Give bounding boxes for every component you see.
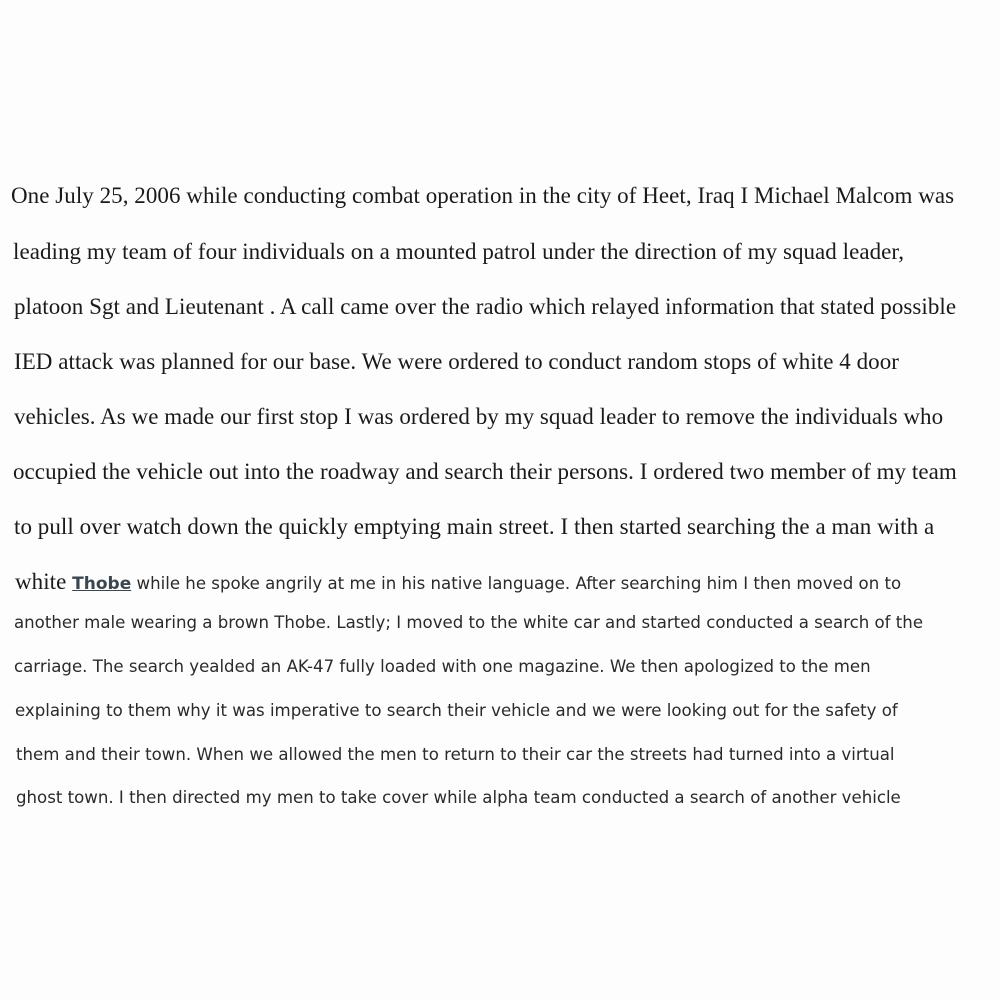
- text-line-9: another male wearing a brown Thobe. Lastly; I moved to the white car and started conducted a search of the: [14, 613, 924, 632]
- text-line-12: them and their town. When we allowed the men to return to their car the streets had turned into a virtual: [16, 745, 895, 764]
- text-line-5: vehicles. As we made our first stop I was ordered by my squad leader to remove the individuals who: [14, 404, 944, 429]
- text-line-1: One July 25, 2006 while conducting combat operation in the city of Heet, Iraq I Michael Malcom was: [11, 183, 955, 208]
- text-line-8-prefix: white: [15, 569, 73, 594]
- text-line-2: leading my team of four individuals on a mounted patrol under the direction of my squad leader,: [13, 239, 905, 264]
- text-line-8-suffix: while he spoke angrily at me in his native language. After searching him I then moved on to: [131, 574, 902, 593]
- text-line-10: carriage. The search yealded an AK-47 fully loaded with one magazine. We then apologized to the men: [14, 657, 871, 676]
- text-line-11: explaining to them why it was imperative to search their vehicle and we were looking out for the safety of: [15, 701, 898, 720]
- text-line-3: platoon Sgt and Lieutenant . A call came over the radio which relayed information that stated possible: [14, 294, 957, 319]
- text-line-4: IED attack was planned for our base. We were ordered to conduct random stops of white 4 door: [14, 349, 899, 374]
- text-line-8: [15, 569, 901, 595]
- text-line-7: to pull over watch down the quickly emptying main street. I then started searching the a man with a: [14, 514, 935, 539]
- text-line-13: ghost town. I then directed my men to take cover while alpha team conducted a search of another vehicle: [16, 788, 901, 807]
- text-line-6: occupied the vehicle out into the roadway and search their persons. I ordered two member of my team: [13, 459, 957, 484]
- thobe-emphasis: Thobe: [72, 574, 132, 594]
